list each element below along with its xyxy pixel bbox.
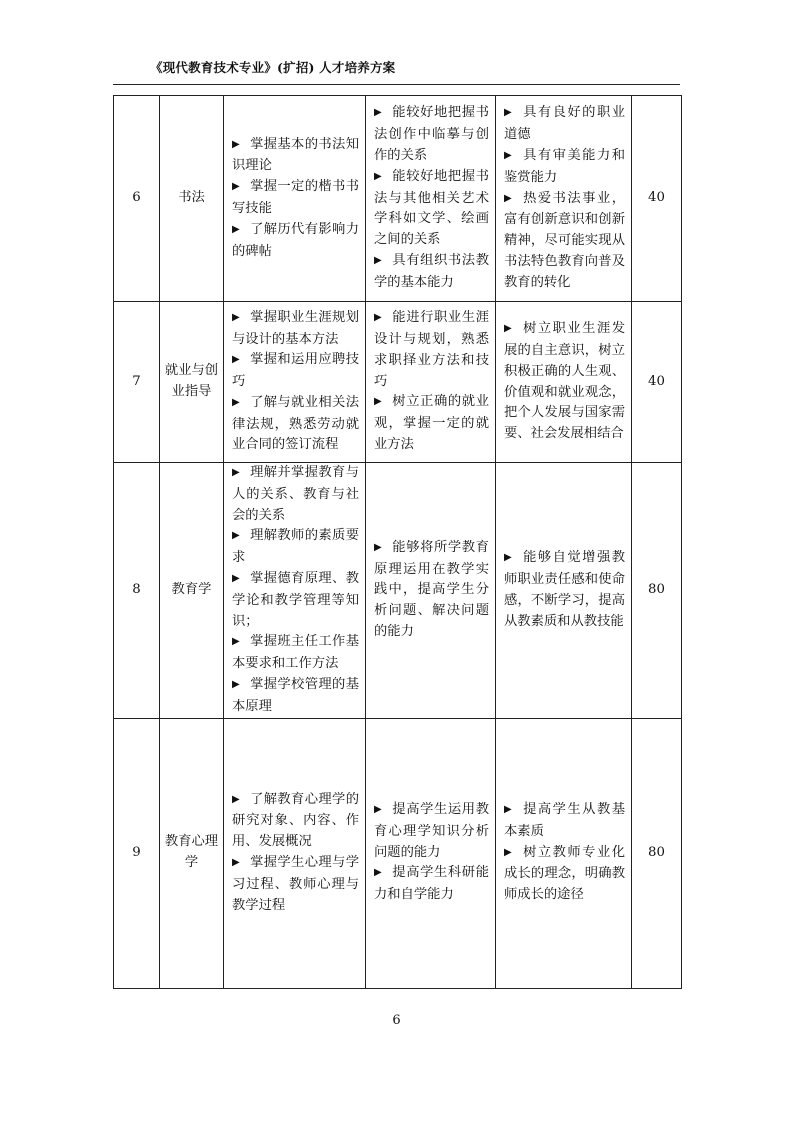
list-item — [232, 177, 359, 220]
bullet-arrow-icon: ▶ — [374, 541, 383, 553]
page-number: 6 — [392, 1013, 401, 1028]
row-number-cell-text: 9 — [132, 844, 141, 860]
bullet-arrow-icon: ▶ — [374, 867, 383, 879]
list-item — [504, 548, 625, 632]
page-header: 《现代教育技术专业》(扩招) 人才培养方案 — [150, 60, 396, 75]
list-item-text: 掌握学生心理与学习过程、教师心理与教学过程 — [232, 855, 359, 913]
list-item-text: 能够将所学教育原理运用在教学实践中，提高学生分析问题、解决问题的能力 — [374, 539, 489, 639]
row-number-cell — [114, 302, 160, 463]
list-item-text: 树立正确的就业观，掌握一定的就业方法 — [374, 394, 489, 452]
bullet-arrow-icon: ▶ — [232, 572, 241, 584]
list-item-text: 掌握职业生涯规划与设计的基本方法 — [232, 309, 359, 347]
hours-cell-text: 80 — [648, 844, 665, 860]
list-item — [374, 800, 489, 863]
row-number-cell-text: 7 — [132, 373, 141, 389]
list-item-text: 掌握一定的楷书书写技能 — [232, 179, 359, 216]
knowledge-goals-cell — [224, 96, 366, 302]
ability-goals-cell — [366, 718, 496, 988]
list-item-text: 理解教师的素质要求 — [232, 528, 359, 566]
list-item — [232, 135, 359, 178]
bullet-arrow-icon: ▶ — [374, 107, 383, 119]
list-item-text: 理解并掌握教育与人的关系、教育与社会的关系 — [232, 465, 359, 523]
hours-cell-text: 40 — [648, 190, 665, 206]
list-item — [232, 526, 359, 569]
list-item-text: 提高学生从教基本素质 — [504, 802, 625, 839]
list-item-text: 能较好地把握书法创作中临摹与创作的关系 — [374, 105, 489, 163]
bullet-arrow-icon: ▶ — [232, 678, 241, 690]
bullet-arrow-icon: ▶ — [232, 467, 241, 478]
list-item — [504, 189, 625, 294]
hours-cell — [632, 718, 682, 988]
list-item-text: 具有良好的职业道德 — [504, 105, 625, 143]
bullet-arrow-icon: ▶ — [504, 846, 514, 858]
quality-goals-cell — [496, 96, 632, 302]
list-item-text: 掌握德育原理、教学论和教学管理等知识； — [232, 570, 359, 629]
course-name-cell — [160, 96, 224, 302]
list-item — [374, 538, 489, 643]
row-number-cell — [114, 463, 160, 719]
bullet-arrow-icon: ▶ — [504, 804, 514, 816]
hours-cell — [632, 463, 682, 719]
list-item — [374, 392, 489, 455]
bullet-arrow-icon: ▶ — [504, 107, 514, 119]
ability-goals-cell — [366, 463, 496, 719]
quality-goals-cell — [496, 463, 632, 719]
curriculum-table — [113, 95, 682, 989]
list-item-text: 掌握和运用应聘技巧 — [232, 352, 359, 390]
list-item — [374, 308, 489, 392]
course-name-cell — [160, 463, 224, 719]
list-item — [232, 675, 359, 718]
hours-cell — [632, 96, 682, 302]
row-number-cell — [114, 96, 160, 302]
hours-cell — [632, 302, 682, 463]
list-item-text: 提高学生运用教育心理学知识分析问题的能力 — [374, 802, 489, 860]
list-item — [232, 220, 359, 263]
list-item — [504, 800, 625, 843]
list-item — [232, 463, 359, 526]
list-item-text: 热爱书法事业，富有创新意识和创新精神，尽可能实现从书法特色教育向普及教育的转化 — [504, 190, 625, 290]
bullet-arrow-icon: ▶ — [232, 530, 241, 542]
list-item-text: 具有组织书法教学的基本能力 — [374, 252, 489, 290]
bullet-arrow-icon: ▶ — [374, 396, 383, 408]
list-item — [504, 146, 625, 189]
bullet-arrow-icon: ▶ — [504, 552, 514, 564]
knowledge-goals-cell — [224, 302, 366, 463]
list-item-text: 能较好地把握书法与其他相关艺术学科如文学、绘画之间的关系 — [374, 168, 489, 248]
course-name-cell — [160, 718, 224, 988]
list-item-text: 了解教育心理学的研究对象、内容、作用、发展概况 — [232, 791, 359, 850]
table-row — [114, 718, 682, 988]
list-item-text: 树立职业生涯发展的自主意识，树立积极正确的人生观、价值观和就业观念，把个人发展与国家需要、社会发展相结合 — [504, 321, 625, 442]
list-item — [232, 308, 359, 351]
bullet-arrow-icon: ▶ — [374, 312, 383, 324]
list-item-text: 了解与就业相关法律法规，熟悉劳动就业合同的签订流程 — [232, 394, 359, 453]
list-item — [504, 319, 625, 445]
list-item — [232, 350, 359, 393]
quality-goals-cell — [496, 718, 632, 988]
ability-goals-cell — [366, 96, 496, 302]
bullet-arrow-icon: ▶ — [504, 150, 514, 161]
bullet-arrow-icon: ▶ — [232, 138, 241, 150]
table-row — [114, 463, 682, 719]
hours-cell-text: 80 — [648, 581, 665, 597]
row-number-cell — [114, 718, 160, 988]
list-item-text: 具有审美能力和鉴赏能力 — [504, 148, 625, 185]
list-item-text: 掌握学校管理的基本原理 — [232, 676, 359, 714]
list-item — [374, 103, 489, 166]
list-item-text: 掌握基本的书法知识理论 — [232, 136, 359, 174]
list-item-text: 能进行职业生涯设计与规划，熟悉求职择业方法和技巧 — [374, 310, 489, 389]
bullet-arrow-icon: ▶ — [232, 857, 241, 869]
quality-goals-cell — [496, 302, 632, 463]
list-item — [504, 103, 625, 146]
bullet-arrow-icon: ▶ — [504, 192, 514, 204]
row-number-cell-text: 6 — [132, 190, 141, 206]
course-name-cell — [160, 302, 224, 463]
list-item-text: 树立教师专业化成长的理念，明确教师成长的途径 — [504, 844, 625, 903]
knowledge-goals-cell — [224, 463, 366, 719]
course-name-cell-text: 教育心理学 — [164, 834, 219, 871]
course-name-cell-text: 就业与创业指导 — [164, 363, 219, 399]
ability-goals-cell — [366, 302, 496, 463]
list-item — [232, 393, 359, 456]
list-item-text: 掌握班主任工作基本要求和工作方法 — [232, 634, 359, 672]
list-item-text: 能够自觉增强教师职业责任感和使命感，不断学习，提高从教素质和从教技能 — [504, 550, 625, 629]
list-item-text: 了解历代有影响力的碑帖 — [232, 221, 359, 259]
list-item — [232, 632, 359, 675]
list-item — [374, 251, 489, 294]
list-item — [232, 790, 359, 853]
bullet-arrow-icon: ▶ — [232, 181, 241, 193]
bullet-arrow-icon: ▶ — [374, 804, 383, 816]
bullet-arrow-icon: ▶ — [232, 396, 241, 408]
bullet-arrow-icon: ▶ — [232, 223, 241, 235]
list-item-text: 提高学生科研能力和自学能力 — [374, 865, 489, 903]
list-item — [232, 569, 359, 632]
bullet-arrow-icon: ▶ — [232, 636, 241, 648]
bullet-arrow-icon: ▶ — [374, 170, 383, 182]
bullet-arrow-icon: ▶ — [504, 323, 514, 335]
list-item — [374, 167, 489, 251]
list-item — [504, 843, 625, 906]
hours-cell-text: 40 — [648, 373, 665, 389]
table-row — [114, 302, 682, 463]
course-name-cell-text: 书法 — [178, 190, 205, 206]
table-row — [114, 96, 682, 302]
bullet-arrow-icon: ▶ — [374, 254, 383, 266]
list-item — [374, 863, 489, 906]
header-rule — [113, 84, 680, 85]
bullet-arrow-icon: ▶ — [232, 311, 241, 323]
course-name-cell-text: 教育学 — [171, 581, 212, 597]
bullet-arrow-icon: ▶ — [232, 354, 241, 366]
knowledge-goals-cell — [224, 718, 366, 988]
bullet-arrow-icon: ▶ — [232, 793, 241, 805]
list-item — [232, 853, 359, 916]
row-number-cell-text: 8 — [132, 581, 141, 597]
